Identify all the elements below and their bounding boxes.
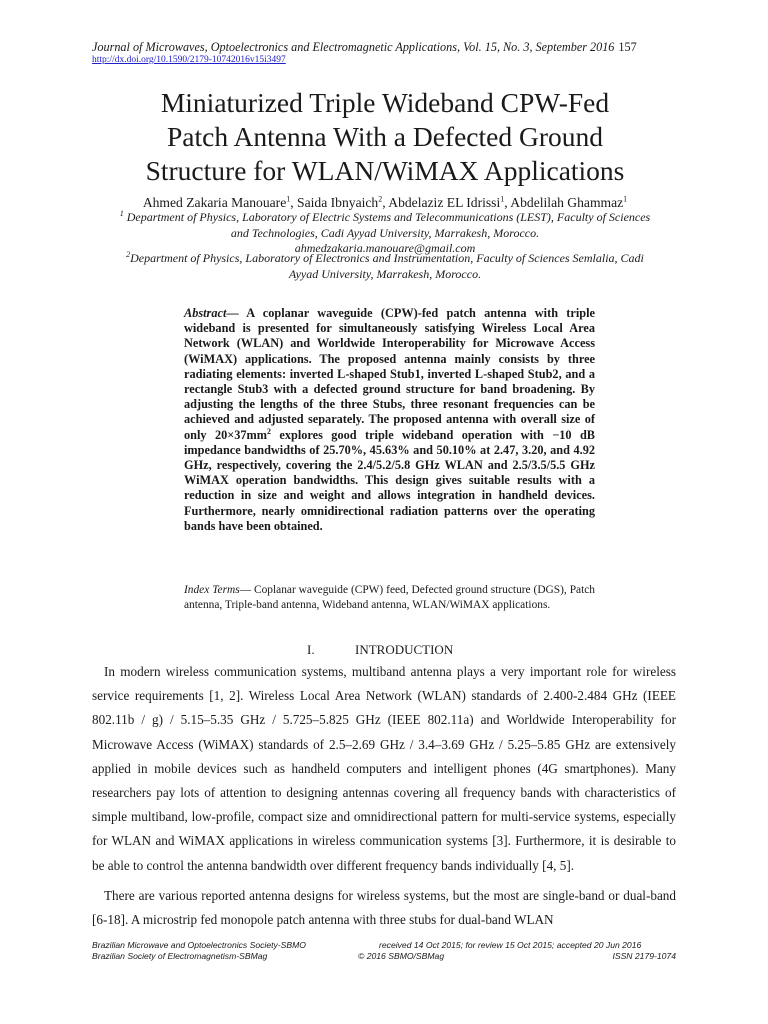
author-affiliation-mark: 2 bbox=[378, 194, 383, 204]
author-affiliation-mark: 1 bbox=[623, 194, 628, 204]
title-line: Structure for WLAN/WiMAX Applications bbox=[145, 155, 625, 186]
author-separator: , bbox=[382, 195, 389, 210]
author-affiliation-mark: 1 bbox=[500, 194, 505, 204]
page-number: 157 bbox=[618, 40, 637, 54]
journal-header bbox=[92, 40, 682, 55]
page-footer bbox=[92, 940, 676, 962]
section-title: INTRODUCTION bbox=[355, 642, 454, 657]
paper-title bbox=[70, 86, 700, 188]
author-name: Saida Ibnyaich bbox=[297, 195, 379, 210]
affiliation-mark: 1 bbox=[119, 209, 124, 218]
author-separator: , bbox=[504, 195, 511, 210]
abstract bbox=[184, 306, 595, 534]
footer-issn: ISSN 2179-1074 bbox=[612, 951, 676, 961]
affiliation-line: and Technologies, Cadi Ayyad University, Marrakesh, Morocco. bbox=[230, 225, 540, 240]
index-terms-text: — Coplanar waveguide (CPW) feed, Defected ground structure (DGS), Patch antenna, Triple-band antenna, Wideband antenna, WLAN/WiMAX applications. bbox=[184, 584, 595, 611]
author-affiliation-mark: 1 bbox=[286, 194, 291, 204]
footer-society: Brazilian Microwave and Optoelectronics Society-SBMO bbox=[92, 940, 306, 950]
section-number: I. bbox=[307, 642, 315, 657]
title-line: Miniaturized Triple Wideband CPW-Fed bbox=[160, 87, 610, 118]
title-line: Patch Antenna With a Defected Ground bbox=[167, 121, 603, 152]
author-name: Ahmed Zakaria Manouare bbox=[142, 195, 287, 210]
introduction-body bbox=[92, 660, 676, 932]
doi-link[interactable]: http://dx.doi.org/10.1590/2179-10742016v15i3497 bbox=[92, 55, 286, 65]
body-paragraph: There are various reported antenna designs for wireless systems, but the most are single-band or dual-band [6-18]. A microstrip fed monopole patch antenna with three stubs for dual-band WLAN bbox=[92, 887, 676, 928]
author-name: Abdelilah Ghammaz bbox=[510, 195, 624, 210]
author-email[interactable]: ahmedzakaria.manouare@gmail.com bbox=[294, 241, 476, 255]
index-terms-label: Index Terms bbox=[184, 584, 240, 596]
abstract-text: explores good triple wideband operation with −10 dB impedance bandwidths of 25.70%, 45.63% and 50.10% at 2.47, 3.20, and 4.92 GHz, respectively, covering the 2.4/5.2/5.8 GHz WLAN and 2.5/3.5/5.5 GHz WiMAX operation bandwidths. This design gives suitable results with a reduction in size and weight and allows integration in handheld devices. Furthermore, nearly omnidirectional radiation patterns over the operating bands have been obtained. bbox=[184, 427, 595, 533]
affiliation-2 bbox=[80, 251, 690, 282]
footer-dates: received 14 Oct 2015; for review 15 Oct 2015; accepted 20 Jun 2016 bbox=[379, 940, 642, 950]
affiliation-line: Department of Physics, Laboratory of Electric Systems and Telecommunications (LEST), Faculty of Sciences bbox=[123, 210, 651, 224]
affiliation-line: Department of Physics, Laboratory of Electronics and Instrumentation, Faculty of Sciences Semlalia, Cadi bbox=[130, 251, 644, 265]
author-list bbox=[70, 195, 700, 211]
journal-citation: Journal of Microwaves, Optoelectronics and Electromagnetic Applications, Vol. 15, No. 3, September 2016 bbox=[92, 40, 615, 54]
index-terms bbox=[184, 583, 595, 613]
abstract-superscript: 2 bbox=[267, 426, 272, 436]
affiliation-1 bbox=[80, 210, 690, 257]
footer-society: Brazilian Society of Electromagnetism-SBMag bbox=[92, 951, 268, 961]
footer-copyright: © 2016 SBMO/SBMag bbox=[358, 951, 445, 961]
abstract-text: — A coplanar waveguide (CPW)-fed patch antenna with triple wideband is presented for simultaneously satisfying Wireless Local Area Network (WLAN) and Worldwide Interoperability for Microwave Access (WiMAX) applications. The proposed antenna mainly consists by three radiating elements: inverted L-shaped Stub1, inverted L-shaped Stub2, and a rectangle Stub3 with a defected ground structure for band broadening. By adjusting the lengths of the three Stubs, three resonant frequencies can be achieved and adjusted separately. The proposed antenna with overall size of only 20×37mm bbox=[184, 306, 595, 442]
author-name: Abdelaziz EL Idrissi bbox=[388, 195, 501, 210]
abstract-label: Abstract bbox=[184, 306, 227, 320]
affiliation-mark: 2 bbox=[126, 250, 131, 259]
author-separator: , bbox=[290, 195, 298, 210]
body-paragraph: In modern wireless communication systems, multiband antenna plays a very important role for wireless service requirements [1, 2]. Wireless Local Area Network (WLAN) standards of 2.400-2.484 GHz (IEEE 802.11b / g) / 5.15–5.35 GHz / 5.725–5.825 GHz (IEEE 802.11a) and Worldwide Interoperability for Microwave Access (WiMAX) standards of 2.5–2.69 GHz / 3.4–3.69 GHz / 5.25–5.85 GHz are extensively applied in mobile devices such as handheld computers and intelligent phones (4G smartphones). Many researchers pay lots of attention to designing antennas covering all frequency bands with characteristics of simple multiband, low-profile, compact size and omnidirectional pattern for multi-service systems, especially for WLAN and WiMAX applications in wireless communication systems [3]. Furthermore, it is desirable to be able to control the antenna bandwidth over different frequency bands individually [4, 5]. bbox=[92, 664, 676, 873]
affiliation-line: Ayyad University, Marrakesh, Morocco. bbox=[288, 266, 482, 281]
